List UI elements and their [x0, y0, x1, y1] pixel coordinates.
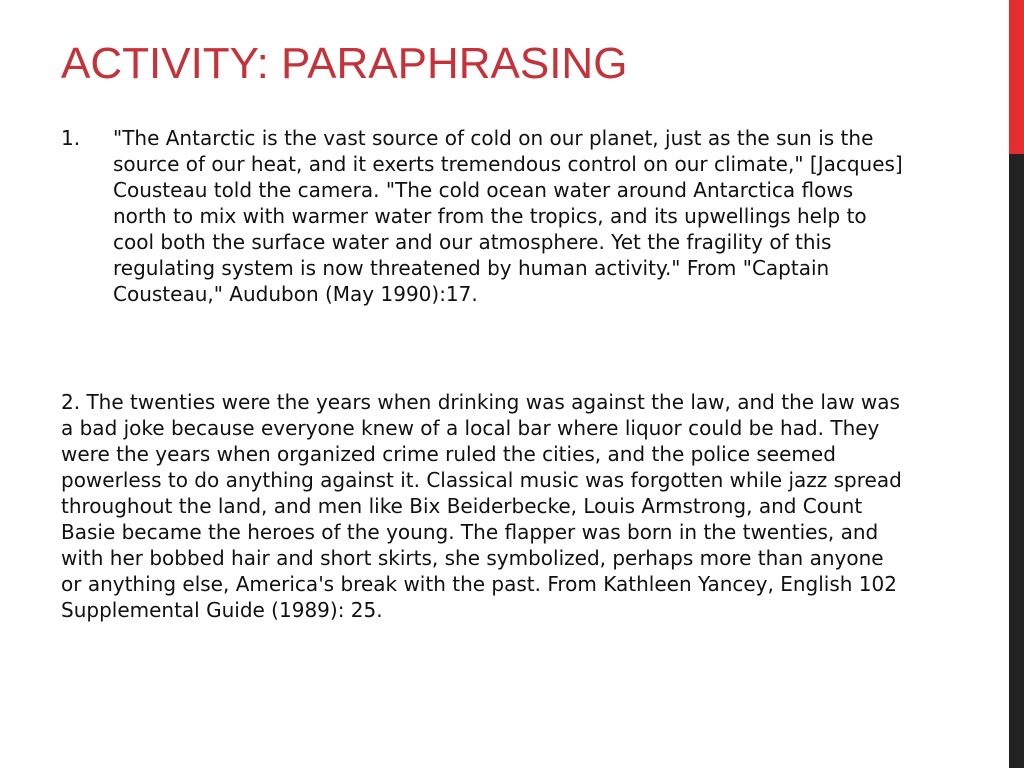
accent-bar-dark [1009, 154, 1024, 768]
accent-bar-red [1009, 0, 1024, 154]
slide-title: ACTIVITY: PARAPHRASING [61, 39, 628, 88]
list-item-number: 1. [61, 126, 81, 150]
list-item-text: "The Antarctic is the vast source of cold on our planet, just as the sun is the source of our heat, and it exerts tremendous control on our climate," [Jacques] Cousteau told the camera. "The cold ocean water around Antarctica flows north to mix with warmer water from the tropics, and its upwellings help to cool both the surface water and our atmosphere. Yet the fragility of this regulating system is now threatened by human activity." From "Captain Cousteau," Audubon (May 1990):17. [113, 126, 903, 306]
list-item-2: 2. The twenties were the years when drinking was against the law, and the law was a bad joke because everyone knew of a local bar where liquor could be had. They were the years when organized crime ruled the cities, and the police seemed powerless to do anything against it. Classical music was forgotten while jazz spread throughout the land, and men like Bix Beiderbecke, Louis Armstrong, and Count Basie became the heroes of the young. The flapper was born in the twenties, and with her bobbed hair and short skirts, she symbolized, perhaps more than anyone or anything else, America's break with the past. From Kathleen Yancey, English 102 Supplemental Guide (1989): 25. [61, 390, 902, 622]
